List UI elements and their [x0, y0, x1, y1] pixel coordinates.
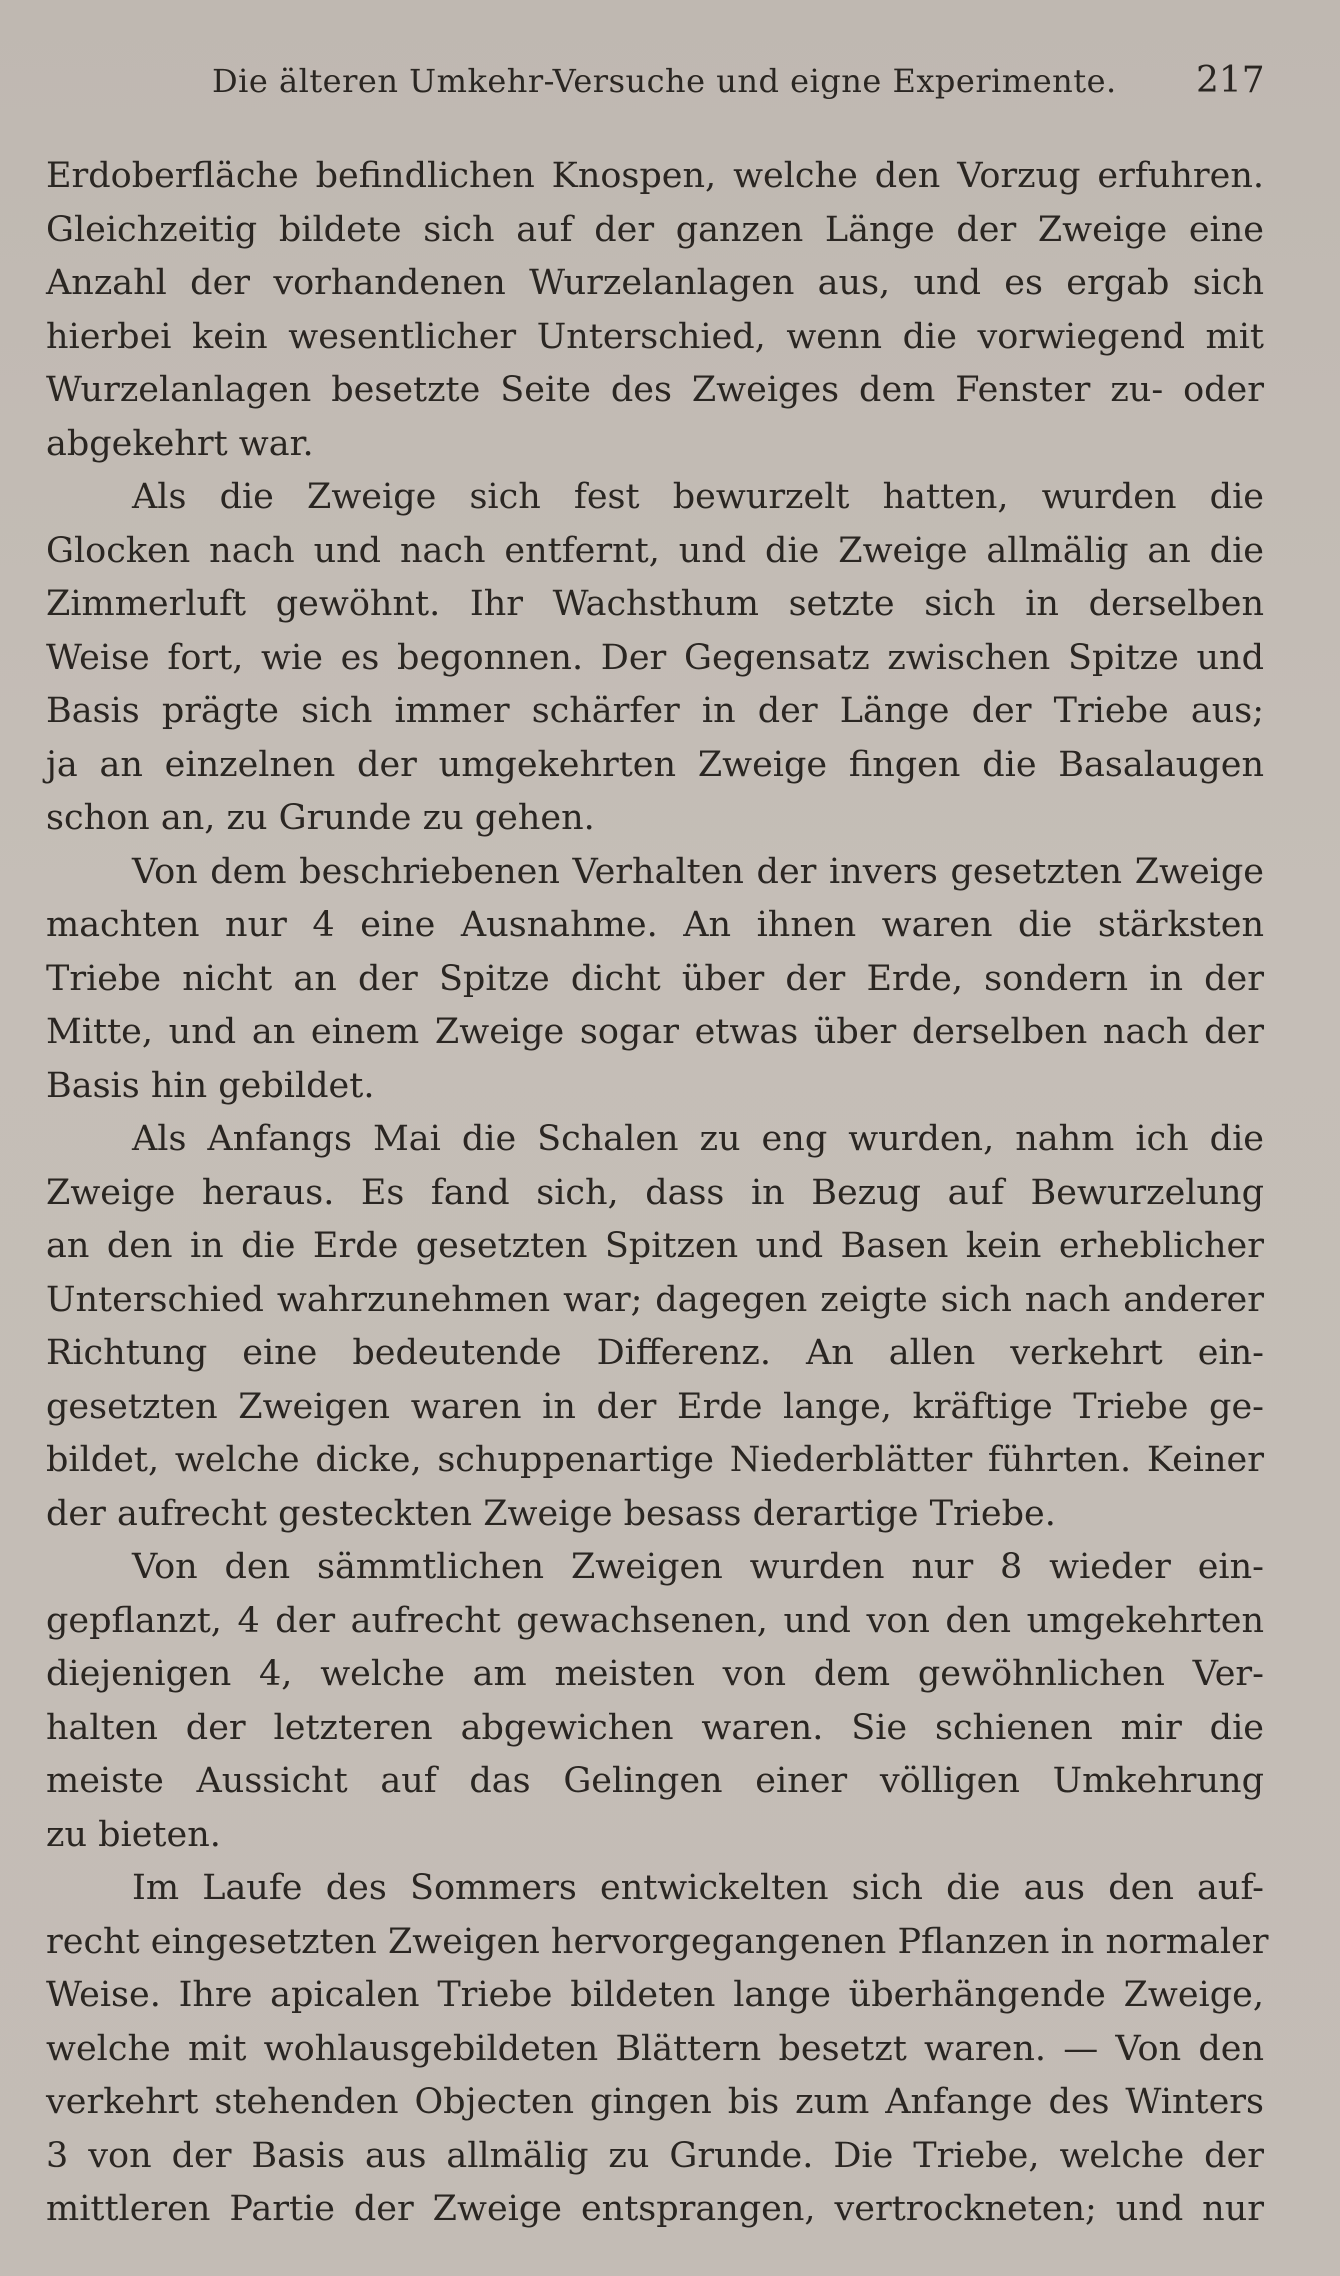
text-line: Von dem beschriebenen Verhalten der invers gesetzten Zweige	[132, 851, 1264, 892]
text-line: Zweige heraus. Es fand sich, dass in Bezug auf Bewurzelung	[46, 1172, 1264, 1213]
text-line: Gleichzeitig bildete sich auf der ganzen Länge der Zweige eine	[46, 209, 1264, 250]
text-line: Triebe nicht an der Spitze dicht über der Erde, sondern in der	[46, 958, 1264, 999]
page-number: 217	[1196, 60, 1265, 101]
text-line: Als die Zweige sich fest bewurzelt hatten, wurden die	[132, 477, 1264, 517]
text-line: Im Laufe des Sommers entwickelten sich die aus den auf-	[132, 1868, 1264, 1908]
text-line: Wurzelanlagen besetzte Seite des Zweiges dem Fenster zu- oder	[46, 370, 1264, 410]
text-line: Unterschied wahrzunehmen war; dagegen zeigte sich nach anderer	[46, 1279, 1264, 1320]
running-head	[0, 62, 1340, 112]
text-line: gesetzten Zweigen waren in der Erde lange, kräftige Triebe ge-	[46, 1386, 1264, 1427]
text-line: Basis prägte sich immer schärfer in der Länge der Triebe aus;	[46, 691, 1264, 731]
text-line: Anzahl der vorhandenen Wurzelanlagen aus, und es ergab sich	[46, 263, 1264, 303]
body-text	[46, 150, 1269, 2237]
text-line: Zimmerluft gewöhnt. Ihr Wachsthum setzte sich in derselben	[46, 584, 1264, 624]
text-line: Weise. Ihre apicalen Triebe bildeten lange überhängende Zweige,	[46, 1975, 1264, 2015]
text-line: Basis hin gebildet.	[46, 1065, 375, 1106]
text-line: Weise fort, wie es begonnen. Der Gegensatz zwischen Spitze und	[46, 637, 1264, 678]
text-line: Erdoberfläche befindlichen Knospen, welche den Vorzug erfuhren.	[46, 156, 1264, 196]
text-line: abgekehrt war.	[46, 423, 314, 464]
text-line: ja an einzelnen der umgekehrten Zweige fingen die Basalaugen	[46, 744, 1264, 785]
text-line: diejenigen 4, welche am meisten von dem gewöhnlichen Ver-	[46, 1654, 1264, 1694]
text-line: recht eingesetzten Zweigen hervorgegangenen Pflanzen in normaler	[46, 1921, 1269, 1962]
text-line: Glocken nach und nach entfernt, und die Zweige allmälig an die	[46, 530, 1264, 571]
text-line: Mitte, und an einem Zweige sogar etwas über derselben nach der	[46, 1012, 1264, 1052]
text-line: an den in die Erde gesetzten Spitzen und Basen kein erheblicher	[46, 1226, 1264, 1266]
text-line: Richtung eine bedeutende Differenz. An allen verkehrt ein-	[46, 1333, 1264, 1373]
text-line: der aufrecht gesteckten Zweige besass derartige Triebe.	[46, 1493, 1056, 1534]
text-line: zu bieten.	[46, 1814, 221, 1855]
text-line: verkehrt stehenden Objecten gingen bis zum Anfange des Winters	[46, 2082, 1264, 2122]
text-line: hierbei kein wesentlicher Unterschied, wenn die vorwiegend mit	[46, 316, 1264, 357]
text-line: 3 von der Basis aus allmälig zu Grunde. Die Triebe, welche der	[46, 2135, 1264, 2176]
text-line: schon an, zu Grunde zu gehen.	[46, 798, 595, 838]
text-line: machten nur 4 eine Ausnahme. An ihnen waren die stärksten	[46, 905, 1264, 945]
text-line: gepflanzt, 4 der aufrecht gewachsenen, und von den umgekehrten	[46, 1600, 1264, 1641]
text-line: bildet, welche dicke, schuppenartige Niederblätter führten. Keiner	[46, 1440, 1264, 1480]
text-line: mittleren Partie der Zweige entsprangen, vertrockneten; und nur	[46, 2189, 1264, 2229]
text-line: Als Anfangs Mai die Schalen zu eng wurden, nahm ich die	[132, 1119, 1264, 1159]
text-line: halten der letzteren abgewichen waren. Sie schienen mir die	[46, 1707, 1264, 1748]
text-line: meiste Aussicht auf das Gelingen einer völligen Umkehrung	[46, 1761, 1264, 1801]
text-line: welche mit wohlausgebildeten Blättern besetzt waren. — Von den	[46, 2028, 1264, 2069]
running-title: Die älteren Umkehr-Versuche und eigne Experimente.	[212, 62, 1117, 100]
text-line: Von den sämmtlichen Zweigen wurden nur 8 wieder ein-	[132, 1547, 1264, 1587]
